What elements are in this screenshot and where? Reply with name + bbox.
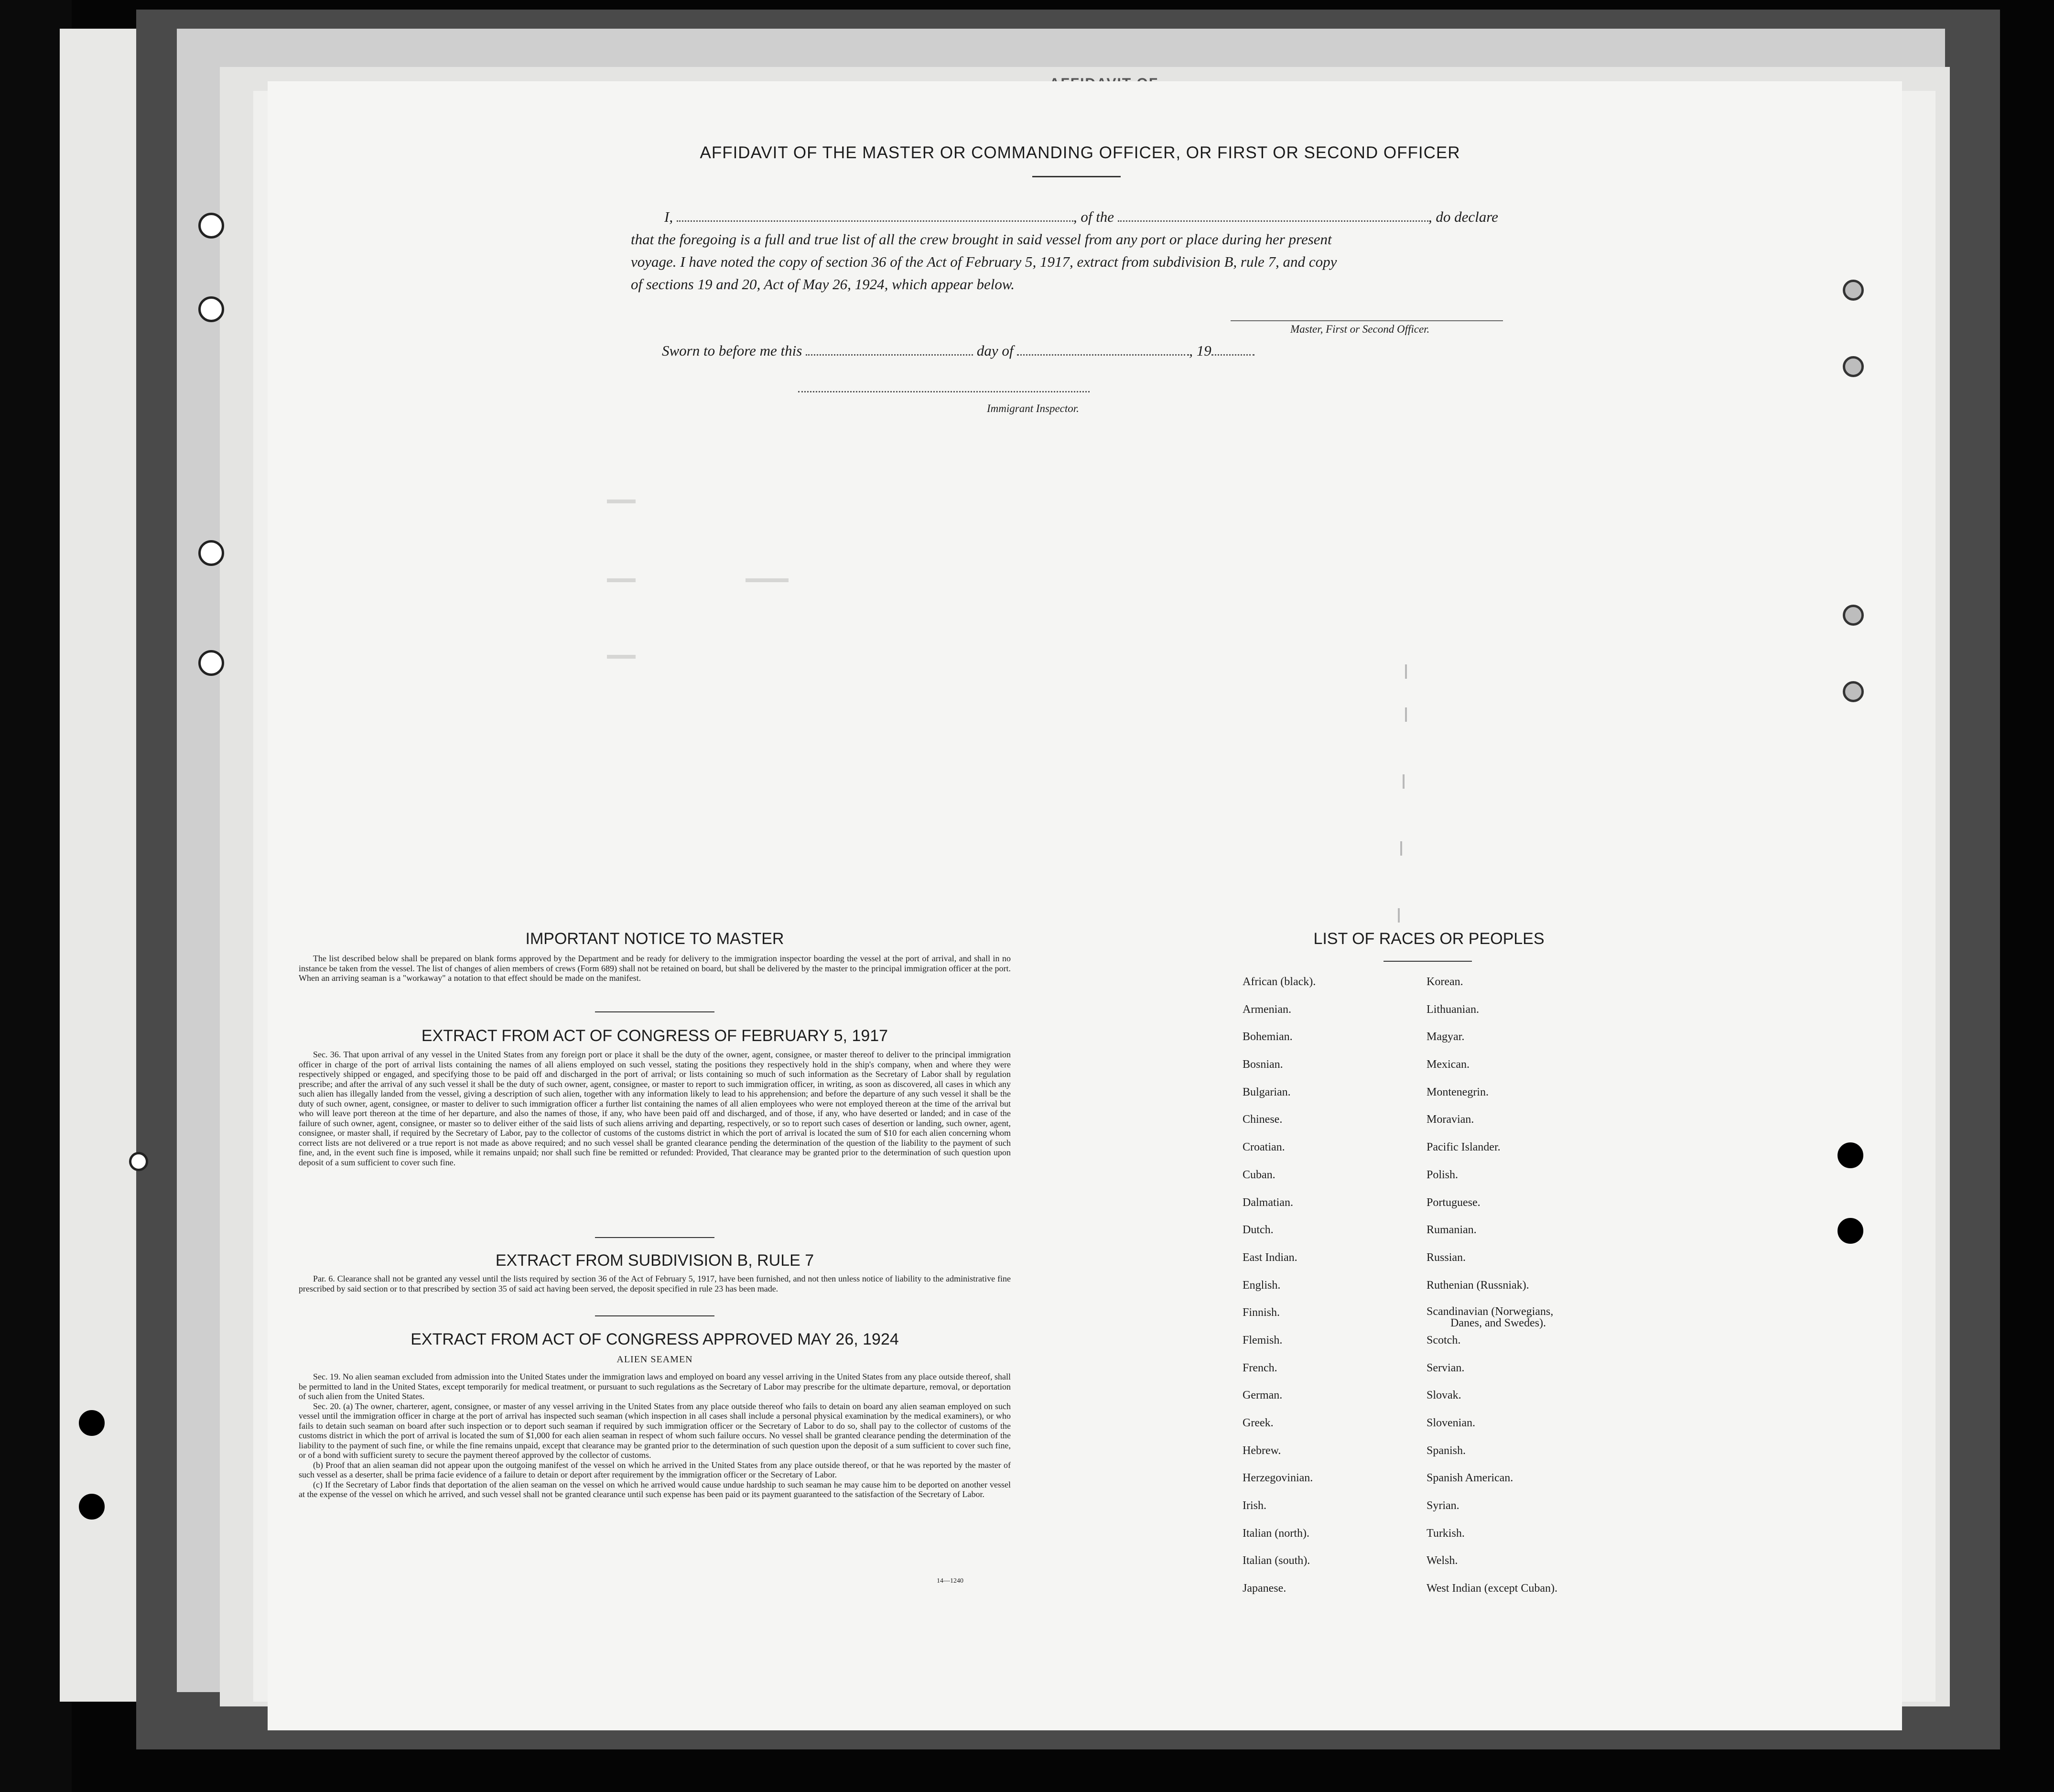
race-item: Slovak. — [1427, 1389, 1461, 1402]
punch-hole — [198, 213, 224, 239]
section-19-paragraph: Sec. 19. No alien seaman excluded from admission into the United States under the immigration laws and employed on board any vessel arriving in the United States from any place outside thereof, shall be permitted to land in the United States, except temporarily for medical treatment, or pursuant to such regulations as the Secretary of Labor may prescribe for the ultimate departure, removal, or deportation of such alien from the United States. — [299, 1372, 1011, 1401]
bleed-through-mark — [1405, 707, 1407, 722]
race-item: Servian. — [1427, 1361, 1465, 1374]
race-item: Bohemian. — [1243, 1031, 1293, 1043]
race-item: East Indian. — [1243, 1251, 1297, 1264]
race-item: Spanish. — [1427, 1444, 1466, 1457]
race-item: Herzegovinian. — [1243, 1472, 1313, 1485]
spine-strip — [60, 29, 136, 1702]
sworn-line — [662, 339, 1254, 362]
race-item: Rumanian. — [1427, 1224, 1477, 1237]
race-item-continuation: Danes, and Swedes). — [1450, 1317, 1546, 1330]
race-item: West Indian (except Cuban). — [1427, 1582, 1557, 1595]
declaration-block — [621, 206, 1539, 295]
race-item: Mexican. — [1427, 1058, 1470, 1071]
bleed-through-mark — [607, 578, 636, 582]
race-item: Polish. — [1427, 1168, 1459, 1181]
inspector-label: Immigrant Inspector. — [987, 402, 1079, 414]
rule-7-text — [299, 1274, 1011, 1293]
punch-hole — [1838, 1142, 1863, 1168]
punch-hole — [1843, 280, 1864, 301]
divider — [595, 1315, 714, 1316]
race-item: Pacific Islander. — [1427, 1141, 1501, 1154]
race-item: English. — [1243, 1279, 1281, 1292]
races-list-left — [1243, 975, 1424, 1609]
punch-hole — [79, 1494, 105, 1520]
race-item: Lithuanian. — [1427, 1003, 1479, 1016]
race-item: Flemish. — [1243, 1334, 1283, 1347]
rule-7-heading: EXTRACT FROM SUBDIVISION B, RULE 7 — [495, 1251, 814, 1270]
declaration-line: of sections 19 and 20, Act of May 26, 1924, which appear below. — [631, 276, 1015, 293]
race-item: Armenian. — [1243, 1003, 1291, 1016]
race-item: Russian. — [1427, 1251, 1466, 1264]
race-item: Dalmatian. — [1243, 1196, 1293, 1209]
punch-hole — [79, 1410, 105, 1436]
race-item: Ruthenian (Russniak). — [1427, 1279, 1529, 1292]
divider — [1384, 961, 1472, 962]
divider — [595, 1237, 714, 1238]
bleed-through-mark — [746, 578, 789, 582]
race-item: Japanese. — [1243, 1582, 1286, 1595]
punch-hole — [1843, 681, 1864, 702]
extract-1924-heading: EXTRACT FROM ACT OF CONGRESS APPROVED MAY 26, 1924 — [411, 1330, 899, 1348]
race-item: Magyar. — [1427, 1031, 1465, 1043]
bleed-through-mark — [607, 655, 636, 659]
races-heading: LIST OF RACES OR PEOPLES — [1313, 930, 1545, 948]
notice-paragraph: The list described below shall be prepared on blank forms approved by the Department and be ready for delivery to the immigration inspector boarding the vessel at the port of arrival, and shall in no instance be taken from the vessel. The list of changes of alien members of crews (Form 689) shall not be retained on board, but shall be delivered by the master to the principal immigration officer at the port. When an arriving seaman is a "workaway" a notation to that effect should be made on the manifest. — [299, 954, 1011, 983]
divider — [1032, 176, 1121, 177]
race-item: Welsh. — [1427, 1554, 1458, 1567]
race-item: Portuguese. — [1427, 1196, 1481, 1209]
race-item: Italian (north). — [1243, 1527, 1309, 1540]
race-item: French. — [1243, 1361, 1277, 1374]
section-20c-paragraph: (c) If the Secretary of Labor finds that deportation of the alien seaman on the vessel on which he arrived would cause undue hardship to such seaman he may cause him to be deported on another vessel at the expense of the vessel on which he arrived, and such vessel shall not be granted clearance until such expense has been paid or its payment guaranteed to the satisfaction of the Secretary of Labor. — [299, 1479, 1011, 1499]
vessel-blank — [1118, 206, 1428, 222]
section-20a-paragraph: Sec. 20. (a) The owner, charterer, agent, consignee, or master of any vessel arriving in the United States from any place outside thereof who fails to detain on board any alien seaman employed on such vessel until the immigration officer in charge at the port of arrival has inspected such seaman (which inspection in all cases shall include a personal physical examination by the medical examiners), or who fails to detain such seaman on board after such inspection or to deport such seaman if required by such immigration officer or the Secretary of Labor to do so, shall pay to the collector of customs of the customs district in which the port of arrival is located the sum of $1,000 for each alien seaman in respect of whom such failure occurs. No vessel shall be granted clearance pending the determination of the liability to the payment of such fine, or while the fine remains unpaid, except that clearance may be granted prior to the determination of such question upon the deposit of a sum sufficient to cover such fine, or of a bond with sufficient surety to secure the payment thereof approved by the collector of customs. — [299, 1401, 1011, 1460]
notice-text — [299, 954, 1011, 983]
year-blank — [1211, 340, 1254, 356]
race-item: Syrian. — [1427, 1499, 1459, 1512]
day-of-label: day of — [976, 342, 1014, 359]
sworn-label: Sworn to before me this — [662, 342, 802, 359]
declaration-i-label: I, — [664, 208, 673, 225]
declaration-line: that the foregoing is a full and true list of all the crew brought in said vessel from any port or place during her present — [631, 231, 1332, 248]
race-item: Hebrew. — [1243, 1444, 1281, 1457]
race-item: Moravian. — [1427, 1113, 1474, 1126]
races-list-right — [1427, 975, 1627, 1609]
race-item: Dutch. — [1243, 1224, 1274, 1237]
race-item: Italian (south). — [1243, 1554, 1310, 1567]
race-item: Montenegrin. — [1427, 1086, 1489, 1098]
section-20b-paragraph: (b) Proof that an alien seaman did not appear upon the outgoing manifest of the vessel on which he arrived in the United States from any place outside thereof, or that he was reported by the master of such vessel as a deserter, shall be prima facie evidence of a failure to detain or deport after requirement by the immigration officer or the Secretary of Labor. — [299, 1460, 1011, 1479]
bleed-through-mark — [607, 500, 636, 503]
race-item: Finnish. — [1243, 1306, 1280, 1319]
race-item: African (black). — [1243, 976, 1316, 988]
notice-heading: IMPORTANT NOTICE TO MASTER — [525, 930, 784, 948]
race-item: Korean. — [1427, 976, 1463, 988]
race-item: Scotch. — [1427, 1334, 1461, 1347]
do-declare-label: , do declare — [1428, 208, 1498, 225]
section-36-paragraph: Sec. 36. That upon arrival of any vessel in the United States from any foreign port or place it shall be the duty of the owner, agent, consignee, or master thereof to deliver to the principal immigration officer in charge of the port of arrival lists containing the names of all aliens employed on such vessel, stating the positions they respectively hold in the ship's company, when and where they were respectively shipped or engaged, and specifying those to be paid off and discharged in the port of arrival; or lists containing so much of such information as the Secretary of Labor shall by regulation prescribe; and after the arrival of any such vessel it shall be the duty of such owner, agent, consignee, or master to report to such immigration officer, in writing, as soon as discovered, all cases in which any such alien has illegally landed from the vessel, giving a description of such alien, together with any information likely to lead to his apprehension; and before the departure of any such vessel it shall be the duty of such owner, agent, consignee, or master to deliver to such immigration officer a further list containing the names of all alien employees who were not employed thereon at the time of the arrival but who will leave port thereon at the time of her departure, and also the names of those, if any, who have been paid off and discharged, and of those, if any, who have deserted or landed; and in case of the failure of such owner, agent, consignee, or master so to deliver either of the said lists of such aliens arriving and departing, respectively, or so to report such cases of desertion or landing, such owner, agent, consignee, or master shall, if required by the Secretary of Labor, pay to the collector of customs of the customs district in which the port of arrival is located the sum of $10 for each alien concerning whom correct lists are not delivered or a true report is not made as above required; and no such vessel shall be granted clearance pending the determination of the question of the liability to the payment of such fine, and, in the event such fine is imposed, while it remains unpaid; nor shall such fine be remitted or refunded: Provided, That clearance may be granted prior to the determination of such question upon deposit of a sum sufficient to cover such fine. — [299, 1050, 1011, 1167]
rule-7-paragraph: Par. 6. Clearance shall not be granted any vessel until the lists required by section 36 of the Act of February 5, 1917, have been furnished, and not then unless notice of liability to the administrative fine prescribed by said section or to that prescribed by section 35 of said act having been served, the deposit specified in rule 23 has been made. — [299, 1274, 1011, 1293]
race-item: Slovenian. — [1427, 1417, 1475, 1429]
inspector-signature-line — [798, 391, 1090, 392]
page-title: AFFIDAVIT OF THE MASTER OR COMMANDING OFFICER, OR FIRST OR SECOND OFFICER — [700, 143, 1460, 162]
day-blank — [806, 340, 973, 356]
race-item: Bosnian. — [1243, 1058, 1283, 1071]
race-item: Chinese. — [1243, 1113, 1283, 1126]
punch-hole — [1838, 1218, 1863, 1244]
race-item: Turkish. — [1427, 1527, 1465, 1540]
bleed-through-mark — [1398, 908, 1400, 923]
extract-1917-heading: EXTRACT FROM ACT OF CONGRESS OF FEBRUARY 5, 1917 — [421, 1027, 888, 1045]
punch-hole — [198, 650, 224, 676]
year-label: , 19 — [1189, 342, 1211, 359]
bleed-through-mark — [1403, 774, 1405, 789]
of-the-label: , of the — [1073, 208, 1114, 225]
form-number: 14—1240 — [937, 1577, 963, 1585]
punch-hole — [198, 296, 224, 322]
signature-label: Master, First or Second Officer. — [1290, 323, 1430, 335]
bleed-through-mark — [1405, 664, 1407, 679]
month-blank — [1017, 340, 1189, 356]
declaration-line: voyage. I have noted the copy of section 36 of the Act of February 5, 1917, extract from subdivision B, rule 7, and copy — [631, 253, 1337, 270]
divider — [595, 1011, 714, 1012]
alien-seamen-subheading: ALIEN SEAMEN — [616, 1354, 693, 1365]
race-item: Spanish American. — [1427, 1472, 1513, 1485]
race-item: Bulgarian. — [1243, 1086, 1291, 1098]
punch-hole — [1843, 356, 1864, 377]
race-item: Croatian. — [1243, 1141, 1285, 1154]
extract-1917-text — [299, 1050, 1011, 1167]
punch-hole — [198, 540, 224, 566]
race-item — [1427, 1306, 1627, 1334]
bleed-through-mark — [1400, 841, 1402, 856]
race-item: Cuban. — [1243, 1168, 1276, 1181]
punch-hole — [1843, 605, 1864, 626]
signature-line — [1231, 320, 1503, 321]
race-item-text: Scandinavian (Norwegians, — [1427, 1305, 1554, 1318]
name-blank — [677, 206, 1073, 222]
punch-hole — [129, 1152, 148, 1171]
extract-1924-text — [299, 1372, 1011, 1499]
race-item: Irish. — [1243, 1499, 1266, 1512]
race-item: Greek. — [1243, 1417, 1274, 1429]
race-item: German. — [1243, 1389, 1283, 1402]
